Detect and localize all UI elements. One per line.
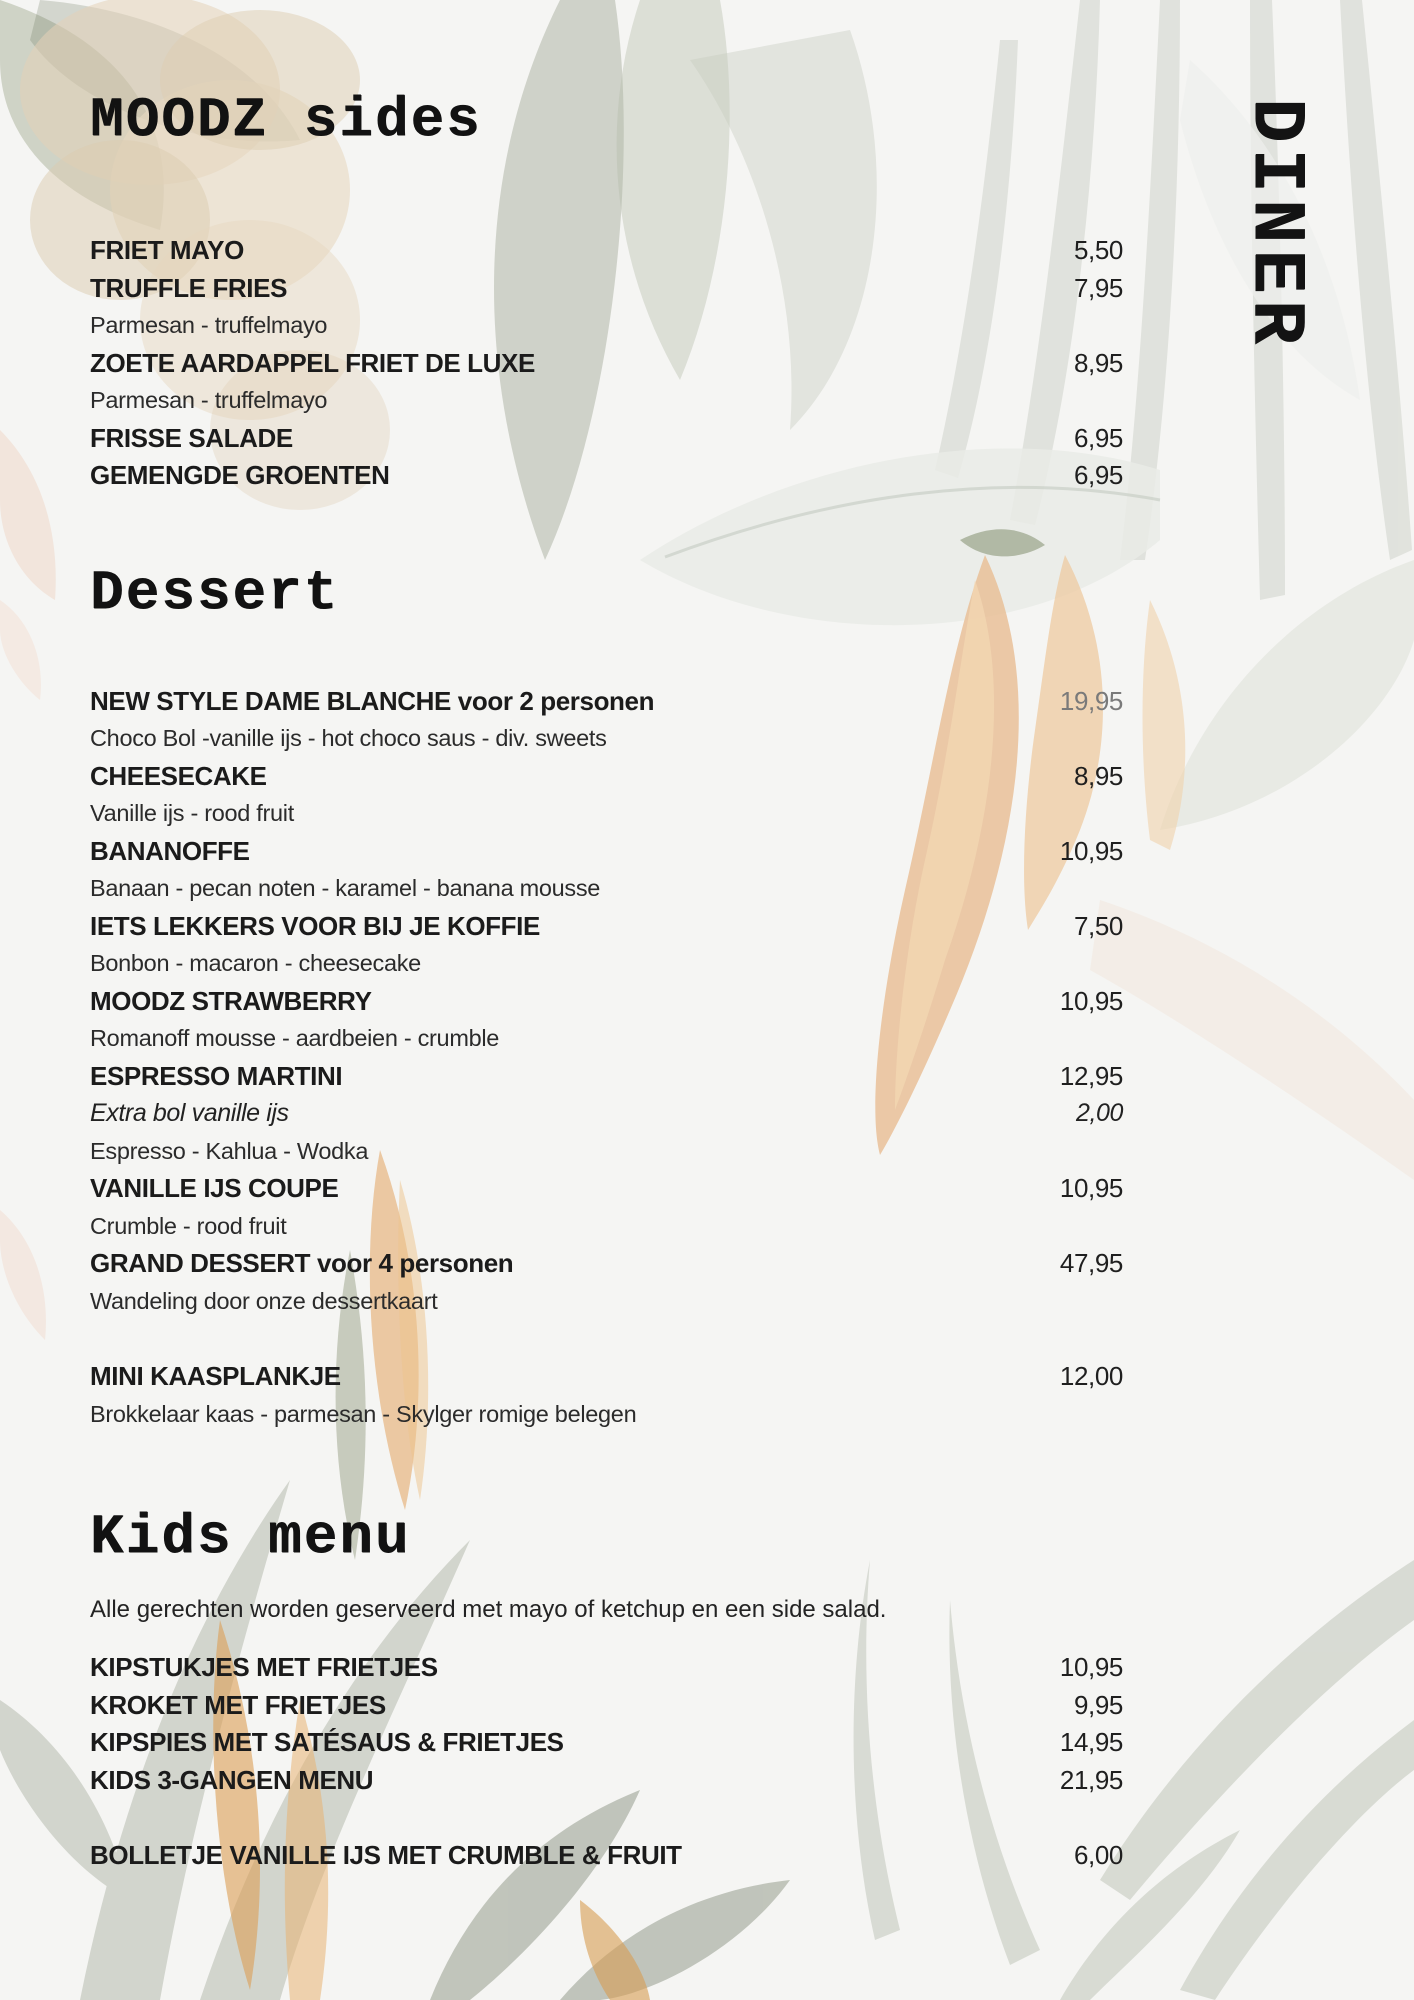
menu-item-price: 5,50 (1073, 235, 1123, 265)
menu-item-extra-option (90, 1095, 1123, 1133)
menu-item-price: 6,95 (1073, 460, 1123, 490)
menu-item (90, 1837, 1123, 1875)
menu-item (90, 1687, 1123, 1725)
menu-item-description: Espresso - Kahlua - Wodka (90, 1137, 369, 1164)
menu-item-price: 6,00 (1073, 1840, 1123, 1870)
menu-item-description: Wandeling door onze dessertkaart (90, 1287, 438, 1314)
menu-item (90, 833, 1123, 871)
menu-item-price: 10,95 (1059, 835, 1123, 866)
menu-item-name: BOLLETJE VANILLE IJS MET CRUMBLE & FRUIT (90, 1840, 682, 1870)
menu-item-price: 12,00 (1059, 1361, 1123, 1391)
menu-item-price: 21,95 (1059, 1764, 1123, 1795)
menu-item (90, 1245, 1123, 1283)
menu-item (90, 1170, 1123, 1208)
menu-page (90, 0, 1123, 1875)
menu-item-name: KIPSTUKJES MET FRIETJES (90, 1652, 438, 1682)
menu-item-price: 14,95 (1059, 1727, 1123, 1757)
menu-item-name: ZOETE AARDAPPEL FRIET DE LUXE (90, 347, 535, 378)
menu-item (90, 457, 1123, 495)
menu-item-price: 7,50 (1073, 910, 1123, 941)
menu-item (90, 232, 1123, 270)
menu-item-extra-price: 2,00 (1075, 1099, 1123, 1127)
menu-item-name: FRIET MAYO (90, 235, 244, 265)
menu-item-name: KIPSPIES MET SATÉSAUS & FRIETJES (90, 1727, 564, 1757)
menu-item-name: GEMENGDE GROENTEN (90, 460, 390, 490)
menu-item (90, 1058, 1123, 1096)
menu-item (90, 1762, 1123, 1800)
menu-item (90, 420, 1123, 458)
menu-item-price: 12,95 (1059, 1060, 1123, 1091)
diner-vertical-label: DINER (1233, 98, 1317, 351)
menu-item-price: 19,95 (1059, 685, 1123, 716)
menu-item-price: 8,95 (1073, 760, 1123, 791)
menu-item-price: 47,95 (1059, 1248, 1123, 1278)
menu-item-price: 6,95 (1073, 422, 1123, 453)
menu-item-name: VANILLE IJS COUPE (90, 1173, 339, 1203)
menu-item (90, 1649, 1123, 1687)
menu-item-name: TRUFFLE FRIES (90, 272, 288, 303)
menu-item-description: Romanoff mousse - aardbeien - crumble (90, 1025, 500, 1051)
kids-menu-intro: Alle gerechten worden geserveerd met mayo of ketchup en een side salad. (90, 1596, 887, 1623)
menu-item-name: KROKET MET FRIETJES (90, 1689, 386, 1720)
menu-item (90, 270, 1123, 308)
section-title-kids: Kids menu (90, 1505, 411, 1569)
menu-item-price: 7,95 (1073, 272, 1123, 303)
menu-item (90, 983, 1123, 1021)
menu-item-name: GRAND DESSERT voor 4 personen (90, 1248, 514, 1278)
menu-item-description: Vanille ijs - rood fruit (90, 800, 294, 826)
menu-item-name: NEW STYLE DAME BLANCHE voor 2 personen (90, 685, 655, 716)
menu-item-description: Crumble - rood fruit (90, 1212, 287, 1239)
menu-item-price: 8,95 (1073, 347, 1123, 378)
menu-item-name: FRISSE SALADE (90, 422, 293, 453)
menu-item-price: 10,95 (1059, 985, 1123, 1016)
section-title-dessert: Dessert (90, 560, 340, 625)
menu-item-description: Parmesan - truffelmayo (90, 312, 328, 338)
menu-item-description: Choco Bol -vanille ijs - hot choco saus - div. sweets (90, 725, 607, 751)
menu-item-name: BANANOFFE (90, 835, 250, 866)
dessert-item-list (90, 683, 1123, 1434)
menu-item-extra-name: Extra bol vanille ijs (90, 1099, 289, 1127)
menu-item-name: IETS LEKKERS VOOR BIJ JE KOFFIE (90, 910, 540, 941)
menu-item-price: 9,95 (1073, 1689, 1123, 1720)
menu-item (90, 683, 1123, 721)
menu-item-price: 10,95 (1059, 1173, 1123, 1203)
menu-item-description: Brokkelaar kaas - parmesan - Skylger romige belegen (90, 1400, 637, 1427)
menu-item-description: Parmesan - truffelmayo (90, 387, 328, 413)
menu-item (90, 1724, 1123, 1762)
menu-item (90, 908, 1123, 946)
menu-item-name: KIDS 3-GANGEN MENU (90, 1764, 374, 1795)
menu-item-description: Bonbon - macaron - cheesecake (90, 950, 421, 976)
kids-item-list (90, 1649, 1123, 1875)
menu-item-price: 10,95 (1059, 1652, 1123, 1682)
menu-item-name: MOODZ STRAWBERRY (90, 985, 372, 1016)
menu-item-name: CHEESECAKE (90, 760, 267, 791)
menu-item-name: MINI KAASPLANKJE (90, 1361, 341, 1391)
sides-item-list (90, 232, 1123, 495)
menu-item-description: Banaan - pecan noten - karamel - banana mousse (90, 875, 601, 901)
menu-item (90, 758, 1123, 796)
section-title-sides: MOODZ sides (90, 88, 482, 152)
menu-item-name: ESPRESSO MARTINI (90, 1060, 343, 1091)
menu-item (90, 345, 1123, 383)
menu-item (90, 1358, 1123, 1396)
